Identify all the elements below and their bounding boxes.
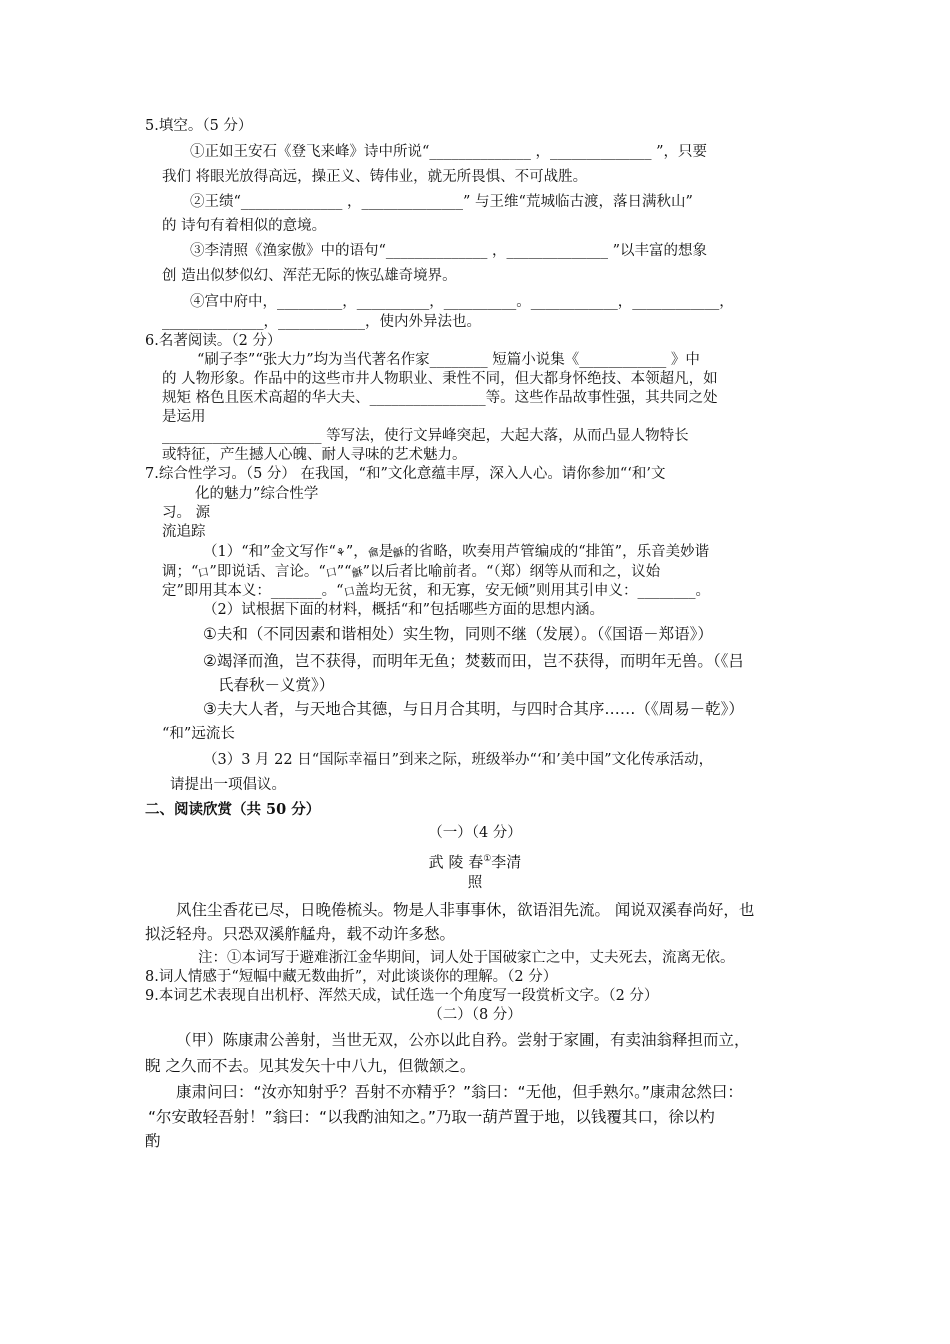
he-flute-glyph-icon: 龢 [391,545,406,561]
q7-material-1: ①夫和（不同因素和谐相处）实生物，同则不继（发展）。（《国语－郑语》） [203,625,713,643]
q7-part1-text-h: ”以后者比喻前者。“（郑）纲等从而和之，议始 [362,564,661,580]
bronze-he-glyph-icon: ⚘ [334,545,347,560]
yue-glyph-icon: 龠 [366,545,380,561]
prose-line5: 酌 [145,1132,161,1150]
q5-item3-line2: 创 造出似梦似幻、浑茫无际的恢弘雄奇境界。 [162,268,457,284]
poem-subsection: （一）（4 分） [428,825,522,841]
q5-item1-line2: 我们 将眼光放得高远，操正义、铸伟业，就无所畏惧、不可战胜。 [162,169,588,185]
q5-item4-line1: ④宫中府中，_________，__________，__________。____________，____________， [190,294,734,310]
q7-material-2-line2: 氏春秋－义赏》） [218,676,335,694]
q7-part1-text-b: ”， [345,544,368,560]
q5-item1-line1: ①正如王安石《登飞来峰》诗中所说“______________ ，______________ ”，只要 [190,144,708,160]
mouth-glyph-icon-2: 口 [324,565,338,581]
q7-part1-text-d: 的省略，吹奏用芦管编成的“排笛”，乐音美妙谐 [404,544,710,560]
q7-line3: 习。 源 [162,505,211,521]
q7-line4: 流追踪 [162,524,206,540]
q5-title: 5.填空。（5 分） [145,118,253,134]
q6-line3: 规矩 格色且医术高超的华大夫、________________等。这些作品故事性强，其共同之处 [162,390,718,406]
q7-part3-line1: （3）3 月 22 日“国际幸福日”到来之际，班级举办“‘和’美中国”文化传承活动， [203,752,714,768]
q7-subheading: “和”远流长 [162,726,235,742]
q7-part1-line3 [162,581,710,602]
q6-line6: 或特征，产生撼人心魄、耐人寻味的艺术魅力。 [162,447,467,463]
poem-author: 李清 [491,853,522,871]
q7-part1-text-f: ”即说话、言论。“ [209,564,326,580]
q8: 8.词人情感于“短幅中藏无数曲折”，对此谈谈你的理解。（2 分） [145,969,558,985]
q5-item3-line1: ③李清照《渔家傲》中的语句“______________ ，______________ ”以丰富的想象 [190,243,708,259]
poem-line2: 拟泛轻舟。只恐双溪舴艋舟，载不动许多愁。 [145,925,456,943]
q7-part1-text-a: （1）“和”金文写作“ [203,544,336,560]
q7-part1-text-e: 调；“ [162,564,199,580]
q6-line4: 是运用 [162,409,206,425]
q7-part1-text-i: 定”即用其本义：_______。“ [162,583,344,599]
prose-line3: 康肃问曰：“汝亦知射乎？吾射不亦精乎？”翁曰：“无他，但手熟尔。”康肃忿然曰： [176,1083,743,1101]
mouth-glyph-icon-3: 口 [342,584,356,600]
q7-part1-line2 [162,562,660,583]
poem-title-line [0,849,950,872]
q7-material-3: ③夫大人者，与天地合其德，与日月合其明，与四时合其序……（《周易－乾》） [203,700,744,718]
poem-note: 注：①本词写于避难浙江金华期间，词人处于国破家亡之中，丈夫死去，流离无依。 [198,950,735,966]
q9: 9.本词艺术表现自出机杼、浑然天成，试任选一个角度写一段赏析文字。（2 分） [145,988,659,1004]
q6-title: 6.名著阅读。（2 分） [145,333,282,349]
section-2-title: 二、阅读欣赏（共 50 分） [145,801,321,818]
he-flute-glyph-icon-2: 龢 [350,565,364,581]
q7-part1-text-c: 是 [378,544,394,560]
mouth-glyph-icon: 口 [197,565,211,581]
q7-part1-text-j: 盖均无贫，和无寡，安无倾”则用其引申义：________。 [354,583,710,599]
q7-part3-line2: 请提出一项倡议。 [170,777,286,793]
prose-line2: 睨 之久而不去。见其发矢十中八九，但微颔之。 [145,1057,476,1075]
q7-part1-line1 [203,542,709,563]
q7-line2: 化的魅力”综合性学 [195,486,319,502]
prose-subsection: （二）（8 分） [428,1007,522,1023]
poem-line1: 风住尘香花已尽，日晚倦梳头。物是人非事事休，欲语泪先流。 闻说双溪春尚好，也 [176,901,755,919]
q6-line1: “刷子李”“张大力”均为当代著名作家________ 短篇小说集《____________ 》中 [197,352,700,368]
q5-item2-line1: ②王绩“______________ ，______________” 与王维“荒城临古渡，落日满秋山” [190,194,693,210]
poem-note-mark: ① [483,854,492,864]
prose-line1: （甲）陈康肃公善射，当世无双，公亦以此自矜。尝射于家圃，有卖油翁释担而立， [176,1031,750,1049]
q5-item2-line2: 的 诗句有着相似的意境。 [162,218,327,234]
poem-author-cont: 照 [467,875,483,891]
q7-part2: （2）试根据下面的材料，概括“和”包括哪些方面的思想内涵。 [203,602,605,618]
q5-item4-line2: ______________，____________，使内外异法也。 [162,314,481,330]
q6-line5: ______________________ 等写法，使行文异峰突起，大起大落，从而凸显人物特长 [162,428,689,444]
q7-part1-text-g: ”“ [336,564,352,580]
q7-material-2-line1: ②竭泽而渔，岂不获得，而明年无鱼；焚薮而田，岂不获得，而明年无兽。（《吕 [203,652,744,670]
poem-title: 武 陵 春 [428,853,484,871]
prose-line4: “尔安敢轻吾射！”翁曰：“以我酌油知之。”乃取一葫芦置于地，以钱覆其口，徐以杓 [148,1108,715,1126]
q7-title: 7.综合性学习。（5 分） 在我国，“和”文化意蕴丰厚，深入人心。请你参加“‘和’文 [145,466,666,482]
q6-line2: 的 人物形象。作品中的这些市井人物职业、秉性不同，但大都身怀绝技、本领超凡，如 [162,371,718,387]
